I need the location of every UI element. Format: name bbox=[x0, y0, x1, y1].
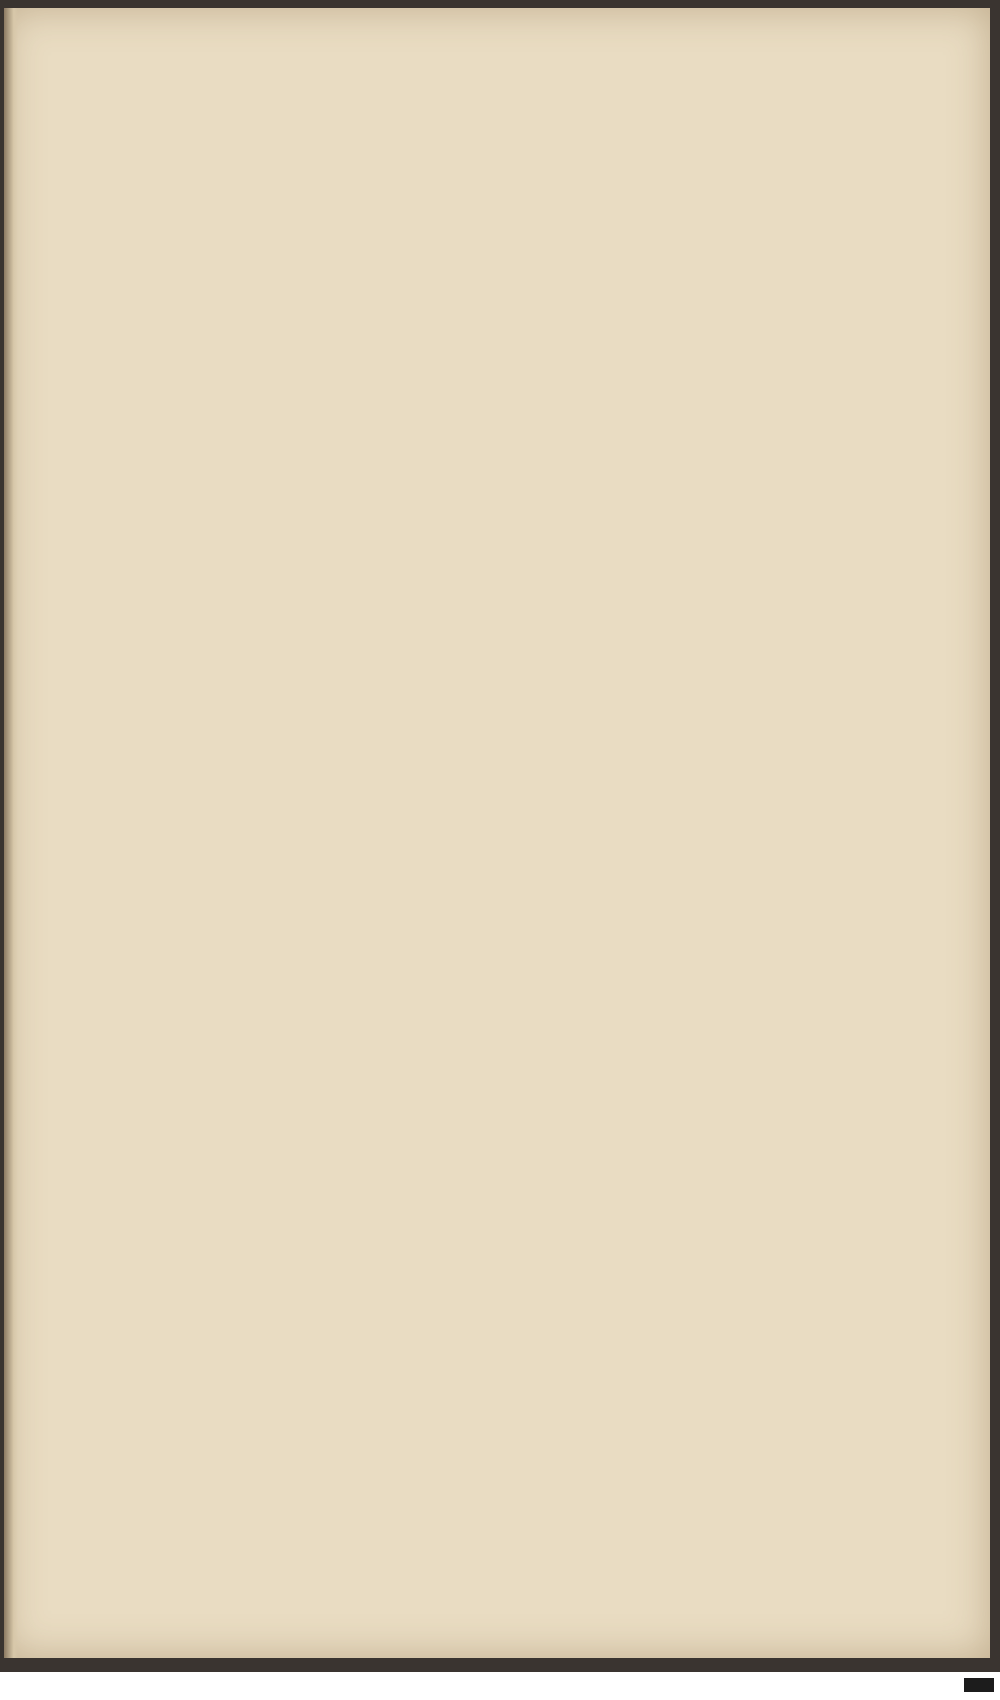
footer-bar bbox=[0, 1672, 1000, 1700]
book-page bbox=[4, 8, 990, 1658]
dfg-logo bbox=[964, 1678, 994, 1692]
page-binding-edge bbox=[4, 8, 18, 1658]
